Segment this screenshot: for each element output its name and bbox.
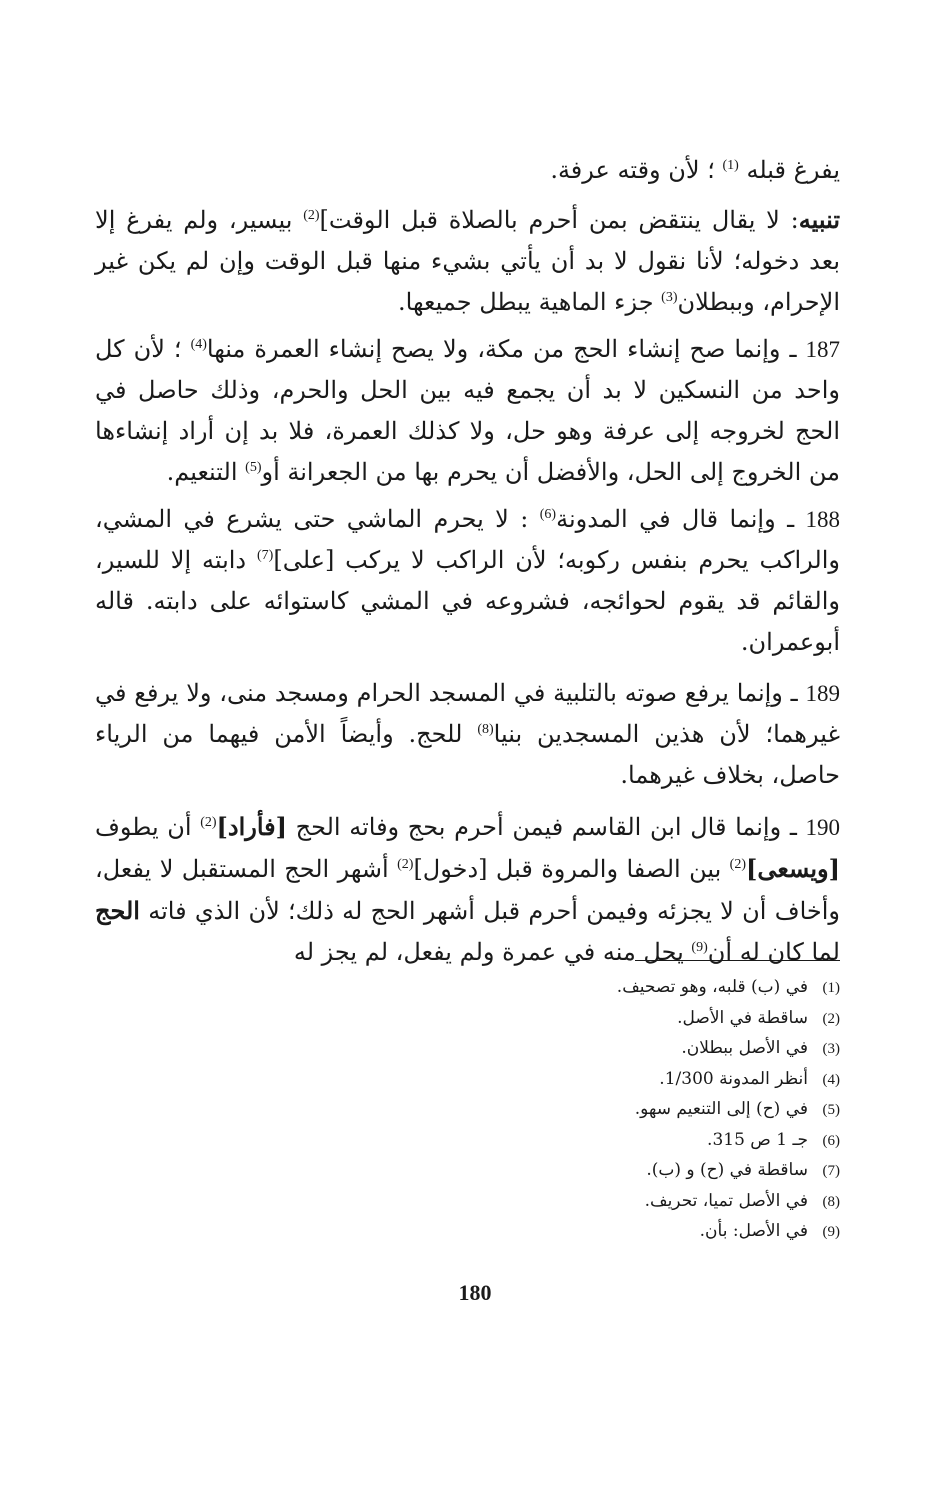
footnote-ref-2[interactable]: (2)	[303, 208, 320, 223]
main-text	[95, 150, 840, 979]
footnote-number: (8)	[822, 1193, 840, 1210]
item-188-text-2: : لا يحرم الماشي حتى يشرع في المشي، والراكب يحرم بنفس ركوبه؛ لأن الراكب لا يركب [على]	[95, 505, 840, 574]
footnote-ref-6[interactable]: (6)	[539, 507, 557, 522]
item-number-188: 188	[805, 507, 841, 532]
tanbih-text-1: : لا يقال ينتقض بمن أحرم بالصلاة قبل الوقت]	[319, 206, 799, 234]
item-number-190: 190	[805, 815, 840, 840]
item-190-bold-3: الحج	[95, 896, 140, 925]
footnote-ref-2a[interactable]: (2)	[200, 815, 217, 830]
item-190-text-2: أن يطوف	[95, 813, 201, 841]
footnote-number: (9)	[822, 1224, 840, 1240]
item-190-text-5: لما كان له أن	[707, 938, 840, 966]
item-189-text-1: ـ وإنما يرفع صوته بالتلبية في المسجد الحرام ومسجد منى، ولا يرفع في غيرهما؛ لأن هذين المسجدين بنيا	[95, 679, 840, 748]
item-188	[95, 499, 840, 663]
page-number: 180	[458, 1280, 492, 1305]
footnote-7	[340, 1156, 840, 1187]
footnote-number: (6)	[822, 1132, 840, 1149]
footnote-ref-2c[interactable]: (2)	[397, 857, 414, 872]
footnote-5	[340, 1095, 840, 1126]
footnote-text: أنظر المدونة 1/300.	[659, 1068, 808, 1089]
item-187-text-3: التنعيم.	[166, 458, 246, 486]
item-189	[95, 673, 840, 796]
footnote-separator	[635, 960, 840, 961]
footnote-text: ساقطة في الأصل.	[677, 1007, 808, 1028]
item-number-189: 189	[805, 681, 840, 706]
item-187	[95, 329, 840, 493]
item-190-bold-2: [ويسعى]	[746, 854, 840, 883]
item-190-text-6: يحل منه في عمرة ولم يفعل، لم يجز له	[293, 938, 692, 966]
footnote-4	[340, 1065, 840, 1096]
footnote-number: (7)	[822, 1163, 840, 1179]
footnote-text: جـ 1 ص 315.	[707, 1129, 808, 1150]
footnote-ref-1[interactable]: (1)	[722, 158, 739, 173]
footnote-6	[340, 1126, 840, 1157]
footnote-ref-5[interactable]: (5)	[245, 460, 262, 475]
footnote-ref-4[interactable]: (4)	[190, 337, 207, 352]
footnote-3	[340, 1034, 840, 1065]
tanbih-paragraph	[95, 199, 840, 323]
item-189-text-2: للحج. وأيضاً الأمن فيهما من الرياء حاصل، بخلاف غيرهما.	[95, 720, 840, 789]
item-188-text-1: ـ وإنما قال في المدونة	[556, 505, 806, 533]
footnote-number: (4)	[822, 1071, 840, 1088]
footnote-text: في (ب) قلبه، وهو تصحيف.	[616, 977, 808, 997]
footnote-1	[340, 973, 840, 1004]
footnote-ref-8[interactable]: (8)	[477, 722, 494, 737]
footnote-ref-3[interactable]: (3)	[661, 290, 678, 305]
item-190-bold-1: [فأراد]	[216, 812, 287, 841]
item-190-text-3: بين الصفا والمروة قبل [دخول]	[413, 855, 730, 883]
footnote-ref-7[interactable]: (7)	[256, 548, 274, 563]
footnotes	[340, 973, 840, 1248]
footnote-number: (5)	[822, 1102, 840, 1118]
opening-text-after: ؛ لأن وقته عرفة.	[550, 156, 723, 184]
item-188-text-3: دابته إلا للسير، والقائم قد يقوم لحوائجه، فشروعه في المشي كاستوائه على دابته. قاله أبوعمران.	[95, 546, 840, 656]
footnote-text: في الأصل: بأن.	[699, 1221, 808, 1241]
footnote-9	[340, 1217, 840, 1248]
tanbih-text-3: جزء الماهية يبطل جميعها.	[398, 288, 662, 316]
item-190	[95, 806, 840, 973]
footnote-text: في الأصل ببطلان.	[681, 1038, 808, 1058]
footnote-number: (1)	[822, 980, 840, 996]
footnote-number: (2)	[822, 1010, 840, 1027]
footnote-number: (3)	[822, 1041, 840, 1057]
footnote-text: ساقطة في (ح) و (ب).	[646, 1160, 808, 1180]
opening-text-before: يفرغ قبله	[738, 156, 840, 184]
item-187-text-2: ؛ لأن كل واحد من النسكين لا بد أن يجمع فيه بين الحل والحرم، وذلك حاصل في الحج لخروجه إلى عرفة وهو حل، ولا كذلك العمرة، فلا بد إن أراد إنشاءها من الخروج إلى الحل، والأفضل أن يحرم بها من الجعرانة أو	[95, 335, 841, 486]
footnote-text: في (ح) إلى التنعيم سهو.	[634, 1099, 808, 1119]
footnote-text: في الأصل تميا، تحريف.	[644, 1190, 808, 1211]
tanbih-label: تنبيه	[798, 205, 840, 234]
footnote-8	[340, 1187, 840, 1218]
item-187-text-1: ـ وإنما صح إنشاء الحج من مكة، ولا يصح إنشاء العمرة منها	[206, 335, 806, 363]
item-190-text-4: أشهر الحج المستقبل لا يفعل، وأخاف أن لا يجزئه وفيمن أحرم قبل أشهر الحج له ذلك؛ لأن الذي فاته	[95, 855, 840, 925]
footnote-2	[340, 1004, 840, 1035]
item-number-187: 187	[805, 337, 840, 362]
tanbih-text-2: بيسير، ولم يفرغ إلا بعد دخوله؛ لأنا نقول لا بد أن يأتي بشيء منها قبل الوقت وإن لم يكن غير الإحرام، وببطلان	[95, 206, 840, 316]
footnote-ref-2b[interactable]: (2)	[729, 857, 747, 872]
footnote-ref-9[interactable]: (9)	[691, 940, 708, 955]
item-190-text-1: ـ وإنما قال ابن القاسم فيمن أحرم بحج وفاته الحج	[287, 813, 806, 841]
opening-line	[95, 150, 840, 191]
